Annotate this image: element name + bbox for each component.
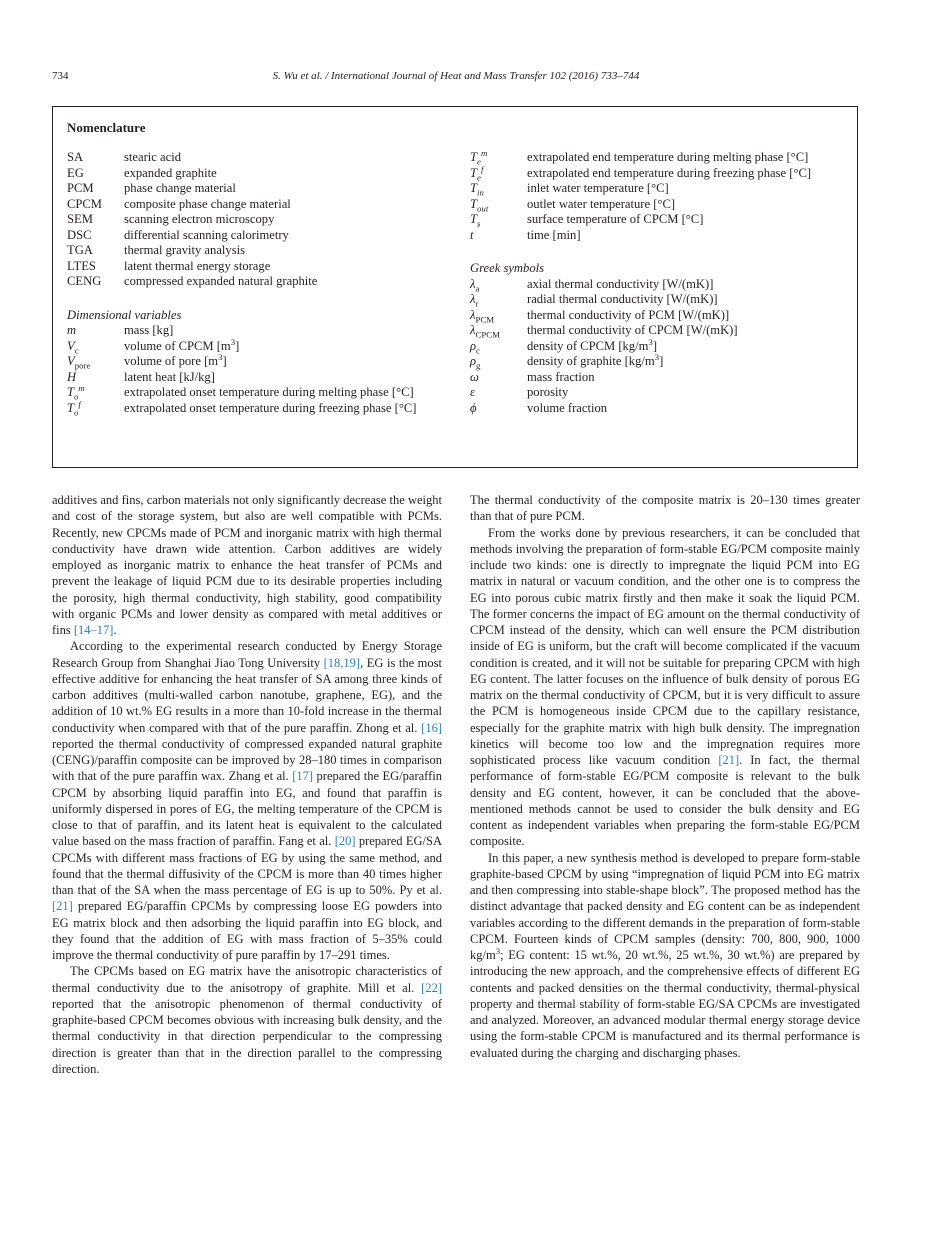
nom-symbol: PCM [67,181,94,195]
paragraph-text: The CPCMs based on EG matrix have the anisotropic characteristics of thermal conductivity due to the anisotropy of graphite. Mill et al. [52,964,442,995]
paragraph-text: additives and fins, carbon materials not only significantly decrease the weight and cost of the storage system, but also are well compatible with PCMs. Recently, new CPCMs made of PCM and inorganic matrix with high thermal conductivity have drawn wide attention. Carbon additives are widely employed as inorganic matrix to enhance the heat transfer of PCMs and prevent the leakage of liquid PCM due to its desirable properties including the porosity, high thermal conductivity, high stability, good compatibility with organic PCMs and lower density as compared with metal additives or fins [52,493,442,637]
nom-entry-tem [470,147,846,167]
paragraph-text: prepared EG/paraffin CPCMs by compressing loose EG powders into EG matrix block and then adsorbing the liquid paraffin into EG block, and they found that the addition of EG with mass fraction of 5–35% could improve the thermal conductivity of pure paraffin by 17–291 times. [52,899,442,962]
nom-description: thermal conductivity of CPCM [W/(mK)] [527,323,738,337]
nom-description: mass [kg] [124,323,174,337]
nom-entry-eg [67,166,443,182]
body-left-column [52,492,442,1077]
nom-entry-lambda-a [470,277,846,293]
nom-description: porosity [527,385,569,399]
nom-entry-lambda-cpcm [470,323,846,339]
nom-description: volume fraction [527,400,608,415]
page-header [52,70,860,86]
paragraph-text: ; EG content: 15 wt.%, 20 wt.%, 25 wt.%, 30 wt.%) are prepared by introducing the new approach, and the comprehensive effects of different EG contents and packed densities on the thermal conductivity, thermal-physical property and thermal stability of form-stable EG/SA CPCMs are investigated and analyzed. Moreover, an advanced modular thermal energy storage device using the form-stable CPCM is manufactured and its thermal performance is evaluated during the charging and discharging phases. [470,948,860,1060]
nom-entry-t [470,228,846,244]
citation-link[interactable]: [17] [292,769,314,784]
paragraph [52,963,442,1077]
nom-entry-ltes [67,259,443,275]
nom-symbol: ω [470,369,479,384]
nom-symbol: $\rho_g$ [470,354,481,371]
nom-entry-cpcm [67,197,443,213]
nom-symbol: SEM [67,212,93,226]
nom-symbol: $T_s$ [470,212,481,229]
nom-description: expanded graphite [124,165,217,180]
paragraph-text: reported that the anisotropic phenomenon of thermal conductivity of graphite-based CPCM becomes obvious with increasing bulk density, and the thermal conductivity in that direction perpendicular to the compressing direction is greater than that in the direction parallel to the compressing direction. [52,996,442,1076]
nom-symbol: $V_c$ [67,338,79,356]
dimensional-variables-heading: Dimensional variables [67,307,182,322]
paragraph: additives and fins, carbon materials not only significantly decrease the weight and cost of the storage system, but also are well compatible with PCMs. Recently, new CPCMs made of PCM and inorganic matrix with high thermal conductivity have drawn wide attention. Carbon additives are widely employed as inorganic matrix to enhance the heat transfer of PCMs and prevent the leakage of liquid PCM due to its desirable properties including the porosity, high thermal conductivity, high stability, good compatibility with organic PCMs and lower density as compared with metal additives or fins [14–17]. [52,493,442,637]
nom-description: extrapolated end temperature during freezing phase [°C] [527,165,812,180]
page-number: 734 [52,70,69,82]
nom-entry-sem [67,212,443,228]
nom-entry-tof [67,398,443,418]
nom-description: mass fraction [527,369,595,384]
paragraph: In this paper, a new synthesis method is developed to prepare form-stable graphite-based CPCM by using “impregnation of liquid PCM into EG matrix and then compressing into stable-shape block”. The proposed method has the distinct advantage that packed density and EG content can be as independent variables according to the different demands in the preparation of form-stable CPCM. Fourteen kinds of CPCM samples (density: 700, 800, 900, 1000 $kg/m^3$; EG content: 15 wt.%, 20 wt.%, 25 wt.%, 30 wt.%) are prepared by introducing the new approach, and the comprehensive effects of different EG contents and packed densities on the thermal conductivity, thermal-physical property and thermal stability of form-stable EG/SA CPCMs are investigated and analyzed. Moreover, an advanced modular thermal energy storage device using the form-stable CPCM is manufactured and its thermal performance is evaluated during the charging and discharging phases. [470,850,860,1060]
nom-symbol: LTES [67,258,96,273]
nom-symbol: m [67,323,77,337]
nom-description-text: volume of CPCM [m [124,338,231,353]
paragraph-text: reported the thermal conductivity of compressed expanded natural graphite (CENG)/paraffin composite can be improved by 28–180 times in comparison with that of the pure paraffin wax. Zhang et al. [52,736,442,784]
nom-symbol: $T_e^f$ [470,163,484,183]
nom-symbol: ϕ [470,400,477,415]
nom-entry-ts [470,212,846,228]
nom-entry-omega [470,370,846,386]
nom-description: volume of pore $[m^3]$ [124,351,227,368]
nom-description: scanning electron microscopy [124,212,275,226]
nom-entry-tef [470,163,846,183]
nom-symbol: $\rho_c$ [470,338,480,356]
paragraph-text: In this paper, a new synthesis method is developed to prepare form-stable graphite-based CPCM by using “impregnation of liquid PCM into EG matrix and then compressing into stable-shape block”. The proposed method has the distinct advantage that packed density and EG content can be as independent variables according to the different demands in the preparation of form-stable CPCM. Fourteen kinds of CPCM samples (density: 700, 800, 900, 1000 kg/m [470,850,860,962]
nom-symbol: SA [67,150,84,164]
nom-entry-epsilon [470,385,846,401]
nom-entry-pcm [67,181,443,197]
nom-description: composite phase change material [124,196,291,211]
nom-symbol: CENG [67,274,102,288]
paragraph-text: The thermal conductivity of the composite matrix is 20–130 times greater than that of pure PCM. [470,493,860,524]
nom-symbol: $\lambda_a$ [470,276,480,294]
nom-description: latent heat [kJ/kg] [124,369,215,384]
running-title: S. Wu et al. / International Journal of Heat and Mass Transfer 102 (2016) 733–744 [272,70,640,82]
nom-symbol: CPCM [67,196,103,211]
nom-description: density of CPCM $[kg/m^3]$ [527,336,658,353]
nom-entry-dsc [67,228,443,244]
paragraph-text: According to the experimental research conducted by Energy Storage Research Group from Shanghai Jiao Tong University [52,639,442,670]
nom-symbol: $V_{pore}$ [67,354,91,371]
nom-symbol: $\lambda_{PCM}$ [470,307,495,325]
nom-symbol: $T_o^f$ [67,398,81,418]
nom-description-text: density of graphite [kg/m [527,354,655,368]
nom-symbol: TGA [67,243,93,257]
nom-description: extrapolated onset temperature during melting phase [°C] [124,385,414,399]
nom-entry-h [67,370,443,386]
greek-symbols-heading: Greek symbols [470,261,545,275]
paragraph-text: prepared EG/SA CPCMs with different mass fractions of EG by using the same method, and found that the thermal diffusivity of the CPCM is more than 40 times higher than that of the SA when the mass percentage of EG is up to 50%. Py et al. [52,834,442,897]
nom-entry-tom [67,382,443,402]
nom-description: extrapolated end temperature during melting phase [°C] [527,150,809,164]
nom-entry-rho-g [470,351,846,371]
citation-link[interactable]: [14–17] [73,623,114,637]
citation-link[interactable]: [20] [334,834,356,849]
nom-description: differential scanning calorimetry [124,227,289,242]
nomenclature-right-column [470,147,846,416]
nom-description: surface temperature of CPCM [°C] [527,212,704,226]
nom-description: thermal gravity analysis [124,243,246,257]
paragraph-text: prepared the EG/paraffin CPCM by absorbing liquid paraffin into EG, and found that paraffin is uniformly dispersed in pores of EG, the melting temperature of the CPCM is close to that of paraffin, and its latent heat is equivalent to the calculated value based on the mass fraction of paraffin. Fang et al. [52,769,442,849]
nom-description: outlet water temperature [°C] [527,196,676,211]
nom-description: axial thermal conductivity [W/(mK)] [527,276,714,291]
paragraph [470,492,860,525]
nom-description: density of graphite $[kg/m^3]$ [527,351,664,368]
nom-entry-sa [67,150,443,166]
nom-description: inlet water temperature [°C] [527,181,669,195]
nom-description: phase change material [124,181,236,195]
nom-symbol: H [67,369,77,384]
nom-description: latent thermal energy storage [124,258,271,273]
nom-entry-tga [67,243,443,259]
nom-description: volume of CPCM $[m^3]$ [124,336,240,353]
nom-symbol: DSC [67,227,92,242]
nom-entry-ceng [67,274,443,290]
nom-symbol: t [470,227,474,242]
nom-symbol: $T_{out}$ [470,196,489,214]
citation-link[interactable]: [16] [421,720,442,735]
paragraph-text: . In fact, the thermal performance of form-stable EG/PCM composite is relevant to the bulk density and EG content, however, it can be concluded that the above-mentioned methods cannot be used to consider the bulk density and EG content as independent variables when preparing the form-stable EG/PCM composite. [470,753,860,849]
nom-description: thermal conductivity of PCM [W/(mK)] [527,307,730,322]
nom-symbol: $T_o^m$ [67,382,85,402]
paragraph-text: , EG is the most effective additive for enhancing the heat transfer of SA among three kinds of carbon additives (multi-walled carbon nanotube, graphene, EG), and the addition of 10 wt.% EG results in a more than 10-fold increase in the thermal conductivity when compared with that of the pure paraffin. Zhong et al. [52,655,442,735]
nom-symbol: $T_e^m$ [470,147,488,167]
citation-link[interactable]: [21] [52,899,73,914]
nom-symbol: ε [470,385,475,399]
nom-description: radial thermal conductivity [W/(mK)] [527,292,718,306]
paragraph [470,525,860,850]
nom-symbol: EG [67,165,84,180]
nom-entry-tin [470,181,846,197]
nom-symbol: $\lambda_r$ [470,292,479,309]
citation-link[interactable]: [18,19] [323,655,361,670]
paragraph-text: From the works done by previous researchers, it can be concluded that methods involving the preparation of form-stable EG/PCM composite mainly include two kinds: one is directly to impregnate the liquid PCM into EG matrix in natural or vacuum condition, and the other one is to compress the EG into porous cubic matrix firstly and then make it soak the liquid PCM. The former concerns the impact of EG amount on the thermal conductivity of CPCM instead of the density, which can well ensure the PCM distribution inside of EG is uniform, but the craft will become complicated if the vacuum condition is created, and it will not be suitable for preparing CPCM with high EG content. The latter focuses on the influence of bulk density of porous EG matrix on the thermal conductivity of CPCM, but it is very difficult to assure the PCM is homogeneous inside CPCM due to the capillary resistance, especially for the graphite matrix with high bulk density. The impregnation kinetics will become too low and the impregnation requires more sophisticated process like vacuum condition [470,525,860,767]
nom-description-text: volume of pore [m [124,354,219,368]
nom-entry-lambda-r [470,292,846,308]
nom-description-text: density of CPCM [kg/m [527,338,649,353]
nomenclature-box [52,106,858,468]
nom-entry-phi [470,401,846,417]
nom-description: compressed expanded natural graphite [124,274,318,288]
nom-description: extrapolated onset temperature during freezing phase [°C] [124,400,417,415]
nom-entry-vpore [67,351,443,371]
nom-description: time [min] [527,227,581,242]
body-right-column [470,492,860,1061]
nom-description: stearic acid [124,150,181,164]
nom-symbol: $\lambda_{CPCM}$ [470,323,500,340]
citation-link[interactable]: [21] [718,753,740,767]
nom-entry-tout [470,197,846,213]
nomenclature-left-column [67,150,443,416]
nom-entry-vc [67,336,443,356]
citation-link[interactable]: [22] [421,980,442,995]
nomenclature-title: Nomenclature [67,120,146,135]
nom-entry-m [67,323,443,339]
paragraph [52,638,442,963]
nom-symbol: $T_{in}$ [470,181,484,198]
nom-entry-lambda-pcm [470,308,846,324]
